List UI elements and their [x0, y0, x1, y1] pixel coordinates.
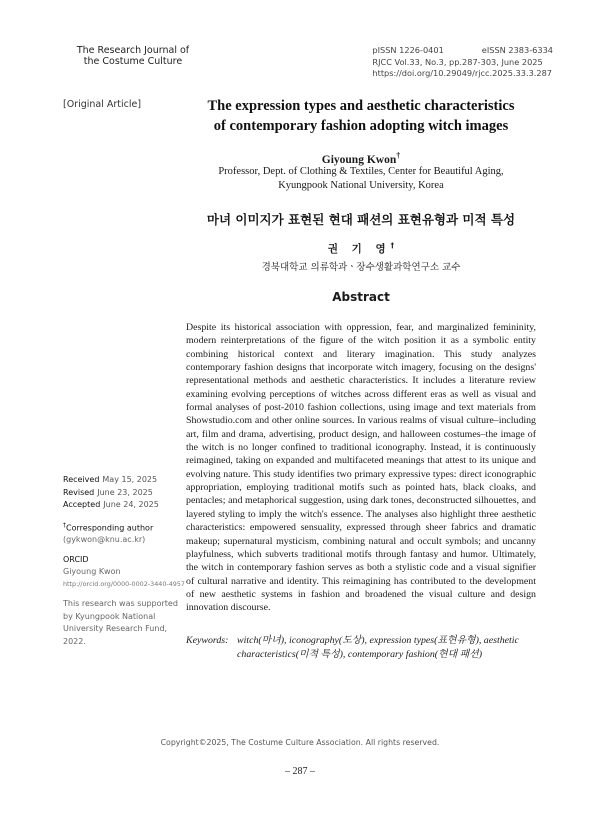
received-label: Received: [63, 475, 100, 484]
keywords: [186, 634, 536, 661]
title-line1: The expression types and aesthetic characteristics: [207, 98, 515, 114]
received-date: May 15, 2025: [102, 475, 158, 484]
author-name-en: [186, 151, 536, 166]
author-affiliation-ko: 경북대학교 의류학과ㆍ장수생활과학연구소 교수: [261, 262, 461, 273]
doi-link[interactable]: https://doi.org/10.29049/rjcc.2025.33.3.287: [372, 68, 553, 78]
volume-info: RJCC Vol.33, No.3, pp.287-303, June 2025: [372, 56, 543, 67]
keywords-line1: witch(마녀), iconography(도상), expression types(표현유형), aesthetic: [237, 635, 519, 646]
eissn: eISSN 2383-6334: [481, 45, 553, 55]
funding-note: This research was supported by Kyungpook National University Research Fund, 2022.: [63, 599, 178, 646]
accepted-date: June 24, 2025: [103, 500, 159, 509]
corresponding-mark: †: [396, 151, 401, 160]
corresponding-mark: †: [390, 241, 395, 250]
keywords-label: Keywords:: [186, 635, 229, 646]
abstract-heading: Abstract: [332, 290, 390, 304]
pissn: pISSN 1226-0401: [372, 45, 444, 55]
article-sidebar: [63, 474, 185, 648]
publication-info: [372, 45, 553, 80]
copyright-notice: Copyright©2025, The Costume Culture Association. All rights reserved.: [160, 738, 440, 747]
corresponding-email[interactable]: (gykwon@knu.ac.kr): [63, 535, 146, 545]
author-affiliation-en: [186, 165, 536, 192]
revised-date: June 23, 2025: [97, 487, 153, 497]
journal-name: [63, 45, 203, 67]
accepted-row: [63, 499, 181, 512]
affiliation-line2: Kyungpook National University, Korea: [278, 179, 444, 191]
orcid-label: ORCID: [63, 555, 89, 565]
article-type: [Original Article]: [63, 99, 142, 110]
title-line2: of contemporary fashion adopting witch images: [213, 118, 509, 134]
author-name: 권 기 영: [327, 243, 391, 255]
corresponding-author-label: †Corresponding author: [63, 521, 154, 533]
affiliation-line1: Professor, Dept. of Clothing & Textiles, Center for Beautiful Aging,: [218, 166, 504, 177]
received-row: [63, 474, 181, 487]
corresponding-mark: †: [63, 521, 66, 529]
accepted-label: Accepted: [63, 500, 101, 509]
author-name: Giyoung Kwon: [321, 153, 397, 166]
orcid-name: Giyoung Kwon: [63, 567, 121, 577]
journal-name-line2: the Costume Culture: [83, 56, 183, 67]
issn-row: [372, 45, 553, 57]
journal-name-line1: The Research Journal of: [76, 45, 190, 56]
article-title-en: [186, 96, 536, 136]
revised-label: Revised: [63, 487, 95, 497]
revised-row: [63, 487, 181, 500]
page-number: – 287 –: [285, 766, 315, 777]
author-name-ko: [186, 241, 536, 256]
orcid-link[interactable]: http://orcid.org/0000-0002-3440-4957: [63, 580, 185, 589]
article-title-ko: 마녀 이미지가 표현된 현대 패션의 표현유형과 미적 특성: [206, 212, 516, 227]
keywords-line2: characteristics(미적 특성), contemporary fashion(현대 패션): [237, 648, 482, 660]
abstract-body: Despite its historical association with oppression, fear, and marginalized femininity, modern reinterpretations of the figure of the witch position it as a symbolic entity combining historical context and literary imagination. This study analyzes contemporary fashion designs that incorporate witch imagery, focusing on the designs' representational methods and aesthetic characteristics. It includes a literature review examining evolving perceptions of witches across different eras as well as visual and formal analyses of post-2010 fashion collections, using image and text materials from Showstudio.com and other online sources. In various realms of visual culture–including art, film and drama, advertising, product design, and halloween costumes–the image of the witch is no longer confined to traditional iconography. Instead, it is continuously reimagined, taking on expanded and multifaceted meanings that attest to its unique and evolving nature. This study identifies two primary expressive types: direct iconographic appropriation, employing traditional motifs such as pointed hats, black cloaks, and pentacles; and metaphorical suggestion, using dark tones, deconstructed silhouettes, and layered styling to imply the witch's essence. The analyses also highlight three aesthetic characteristics: empowered sensuality, expressed through sheer fabrics and dramatic makeup; supernatural mysticism, combining natural and occult symbols; and uncanny playfulness, which subverts traditional motifs through fantasy and humor. Ultimately, the witch in contemporary fashion serves as both a stylistic code and a visual signifier of cultural narrative and identity. This reimagining has contributed to the development of new aesthetic systems in fashion and broadened the visual culture and design innovation discourse.: [186, 322, 536, 614]
